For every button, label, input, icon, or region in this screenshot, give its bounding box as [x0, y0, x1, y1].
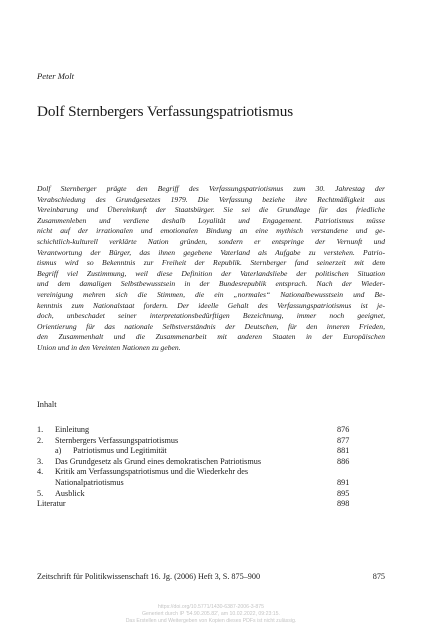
- toc-entry-page: 898: [337, 499, 350, 509]
- toc-entry-label: Ausblick: [55, 488, 85, 498]
- article-title: Dolf Sternbergers Verfassungspatriotismus: [37, 103, 294, 120]
- toc-entry-number: a): [55, 446, 62, 456]
- page-number: 875: [372, 572, 385, 581]
- toc-entry[interactable]: [37, 478, 385, 489]
- abstract-line: und dem damaligen Selbstbewusstsein in der Bundesrepublik entsprach. Nach der Wieder-: [37, 279, 385, 289]
- toc-entry-page: 881: [337, 446, 350, 456]
- toc-entry-label: Patriotismus und Legitimität: [73, 446, 167, 456]
- journal-citation: Zeitschrift für Politikwissenschaft 16. Jg. (2006) Heft 3, S. 875–900: [37, 572, 261, 581]
- abstract-line: Union und in den Vereinten Nationen zu geben.: [37, 342, 181, 352]
- toc-entry-number: 5.: [37, 488, 44, 498]
- toc-entry-label: Einleitung: [55, 425, 90, 434]
- watermark-notice: Das Erstellen und Weitergeben von Kopien dieses PDFs ist nicht zulässig.: [125, 618, 297, 624]
- toc-entry[interactable]: [37, 436, 385, 447]
- abstract-line: tismus wird so Bekenntnis zur Freiheit der Republik. Sternberger fand seinerzeit mit dem: [37, 258, 385, 268]
- abstract-line: doch, unbeschadet seiner interpretationsbedürftigen Bezeichnung, immer noch geeignet,: [37, 311, 385, 321]
- abstract: [37, 184, 385, 354]
- toc-entry-number: 2.: [37, 435, 44, 445]
- abstract-line: Verabschiedung des Grundgesetzes 1979. Die Verfassung beziehe ihre Rechtmäßigkeit aus: [37, 194, 385, 204]
- toc-entry-page: 886: [337, 456, 350, 466]
- abstract-line: den Zusammenhalt und die Zusammenarbeit mit anderen Staaten in der Europäischen: [37, 332, 385, 342]
- toc-entry[interactable]: [37, 489, 385, 500]
- toc-entry-number: 3.: [37, 456, 44, 466]
- abstract-line: nicht auf der irrationalen und emotionalen Bindung an eine mythisch verstandene und ge-: [37, 226, 385, 236]
- toc-entry-page: 895: [337, 488, 350, 498]
- toc-entry-label: Nationalpatriotismus: [55, 477, 124, 487]
- watermark-doi[interactable]: https://doi.org/10.5771/1430-6387-2006-3-875: [157, 604, 265, 610]
- author-name: Peter Molt: [37, 71, 74, 81]
- abstract-line: Begriff viel Zustimmung, weil diese Definition der Vaterlandsliebe der politischen Situation: [37, 268, 385, 278]
- toc-entry[interactable]: [37, 457, 385, 468]
- toc-entry-page: 876: [337, 425, 350, 434]
- abstract-line: vereinigung mehren sich die Stimmen, die ein „normales“ Nationalbewusstsein und Be-: [37, 289, 385, 299]
- abstract-line: Dolf Sternberger prägte den Begriff des Verfassungspatriotismus zum 30. Jahrestag der: [37, 184, 385, 193]
- toc-entry-page: 891: [337, 477, 350, 487]
- abstract-line: schichtlich-kulturell verklärte Nation gründen, sondern er entspringe der Vernunft und: [37, 236, 385, 246]
- toc-entry[interactable]: [37, 467, 385, 478]
- toc-entry[interactable]: [37, 499, 385, 510]
- toc-entry-number: 1.: [37, 425, 44, 434]
- toc-entry-label: Sternbergers Verfassungspatriotismus: [55, 435, 179, 445]
- toc-entry-page: 877: [337, 435, 350, 445]
- watermark-generated: Generiert durch IP '54.90.205.82', am 10.02.2022, 09:23:15.: [141, 611, 280, 617]
- toc-entry-label: Das Grundgesetz als Grund eines demokratischen Patriotismus: [55, 456, 262, 466]
- toc-heading: Inhalt: [37, 400, 57, 409]
- abstract-line: Verantwortung der Bürger, das ihnen gegebene Vaterland als Aufgabe zu verstehen. Patrio-: [37, 247, 385, 257]
- abstract-line: kenntnis zum Nationalstaat fordern. Der ideelle Gehalt des Verfassungspatriotismus ist je-: [37, 300, 385, 310]
- toc-entry[interactable]: [37, 446, 385, 457]
- abstract-line: Vereinbarung und Übereinkunft der Staatsbürger. Sie sei die Grundlage für das friedliche: [37, 205, 385, 215]
- toc-entry-number: 4.: [37, 467, 44, 477]
- abstract-line: Zusammenleben und verdiene deshalb Loyalität und Engagement. Patriotismus müsse: [37, 215, 385, 225]
- toc-entry[interactable]: [37, 425, 385, 436]
- toc-entry-label: Kritik am Verfassungspatriotismus und die Wiederkehr des: [55, 467, 249, 477]
- toc-entry-label: Literatur: [37, 499, 66, 509]
- abstract-line: Orientierung für das nationale Selbstverständnis der Deutschen, für den inneren Frieden,: [37, 321, 385, 331]
- table-of-contents: [37, 425, 385, 510]
